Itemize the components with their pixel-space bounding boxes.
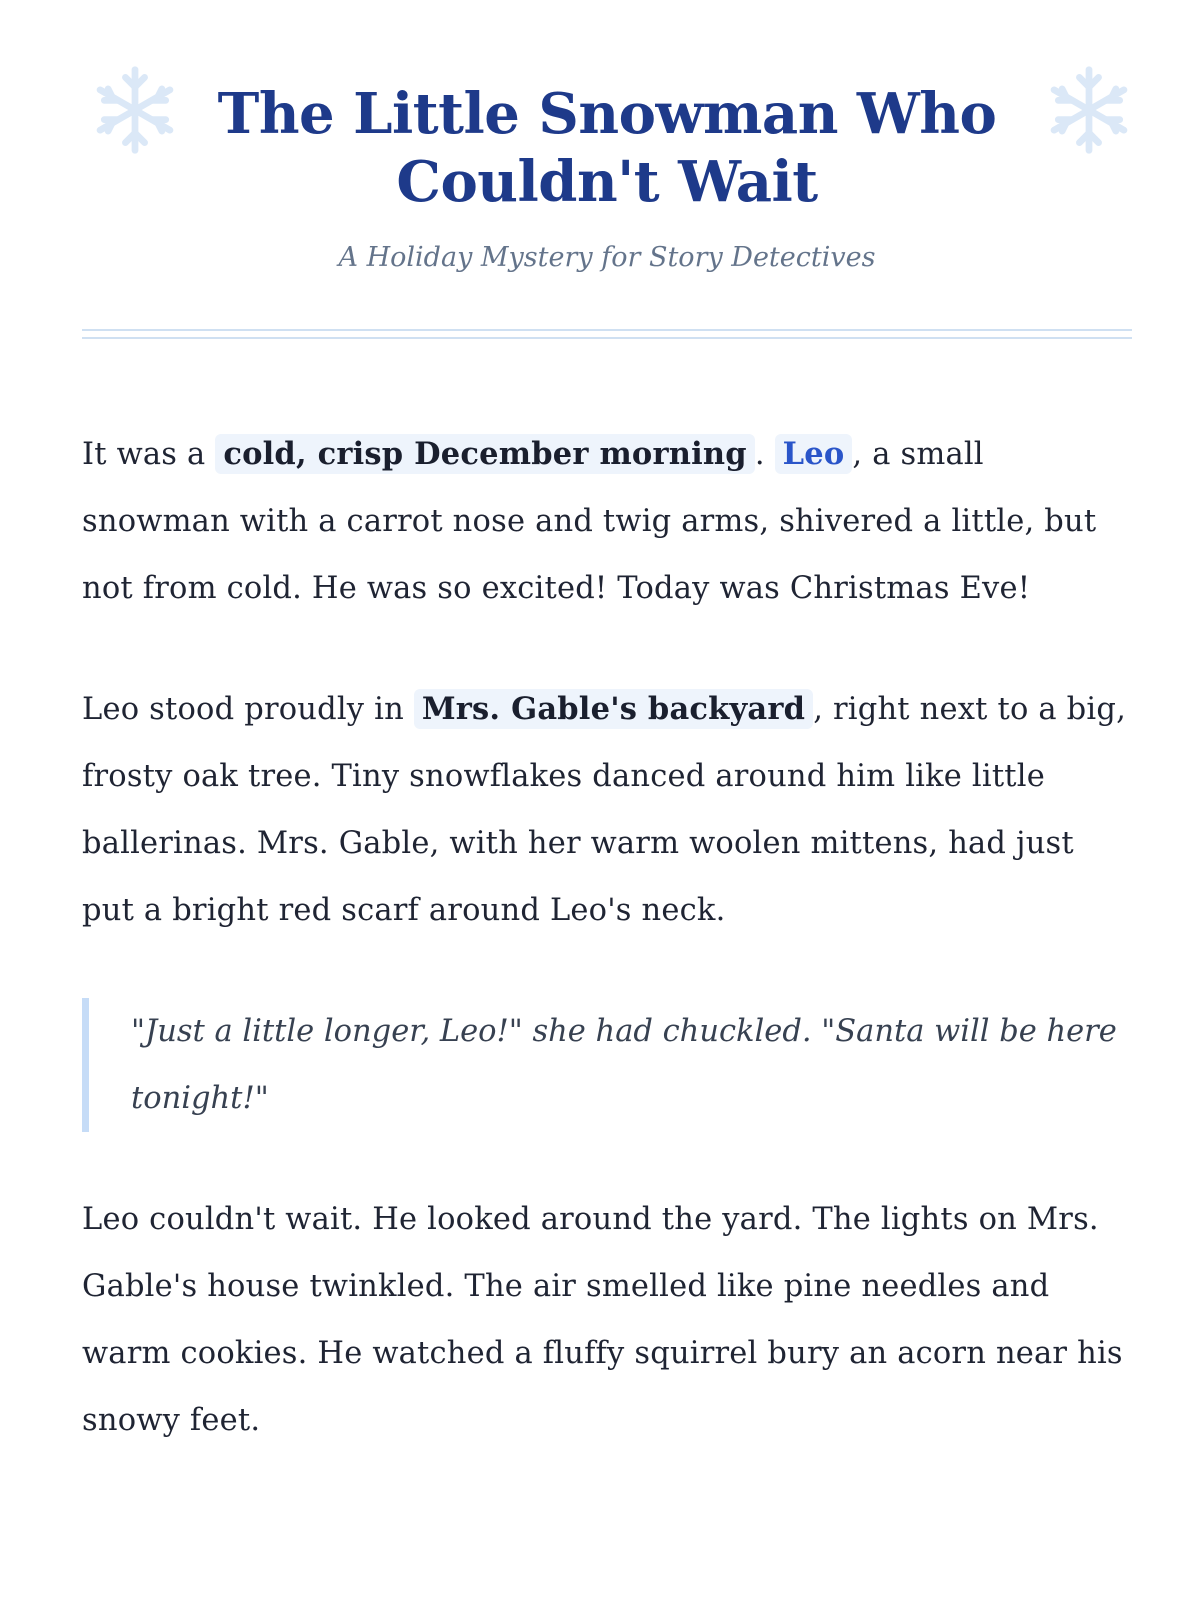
story-paragraph-1 — [82, 421, 1132, 622]
story-title: The Little Snowman Who Couldn't Wait — [217, 81, 997, 215]
header-divider — [82, 329, 1132, 339]
paragraph-text: . — [754, 437, 775, 472]
story-header — [82, 0, 1132, 273]
paragraph-text: Leo stood proudly in — [82, 692, 414, 727]
story-paragraph-2 — [82, 676, 1132, 944]
highlight-character-name: Leo — [775, 434, 853, 474]
story-body — [82, 421, 1132, 1454]
highlight-time: cold, crisp December morning — [215, 434, 754, 474]
story-subtitle: A Holiday Mystery for Story Detectives — [338, 242, 876, 273]
story-paragraph-3: Leo couldn't wait. He looked around the yard. The lights on Mrs. Gable's house twinkled. The air smelled like pine needles and warm cookies. He watched a fluffy squirrel bury an acorn near his snowy feet. — [82, 1202, 1123, 1438]
story-page — [82, 0, 1132, 1508]
paragraph-text: It was a — [82, 437, 216, 472]
story-quote: "Just a little longer, Leo!" she had chuckled. "Santa will be here tonight!" — [82, 998, 1132, 1132]
paragraph-text: , a small snowman with a carrot nose and twig arms, shivered a little, but not from cold. He was so excited! Today was Christmas Eve! — [82, 437, 1097, 606]
highlight-place: Mrs. Gable's backyard — [414, 689, 813, 729]
paragraph-text: , right next to a big, frosty oak tree. Tiny snowflakes danced around him like little ballerinas. Mrs. Gable, with her warm woolen mittens, had just put a bright red scarf around Leo's neck. — [82, 692, 1126, 928]
